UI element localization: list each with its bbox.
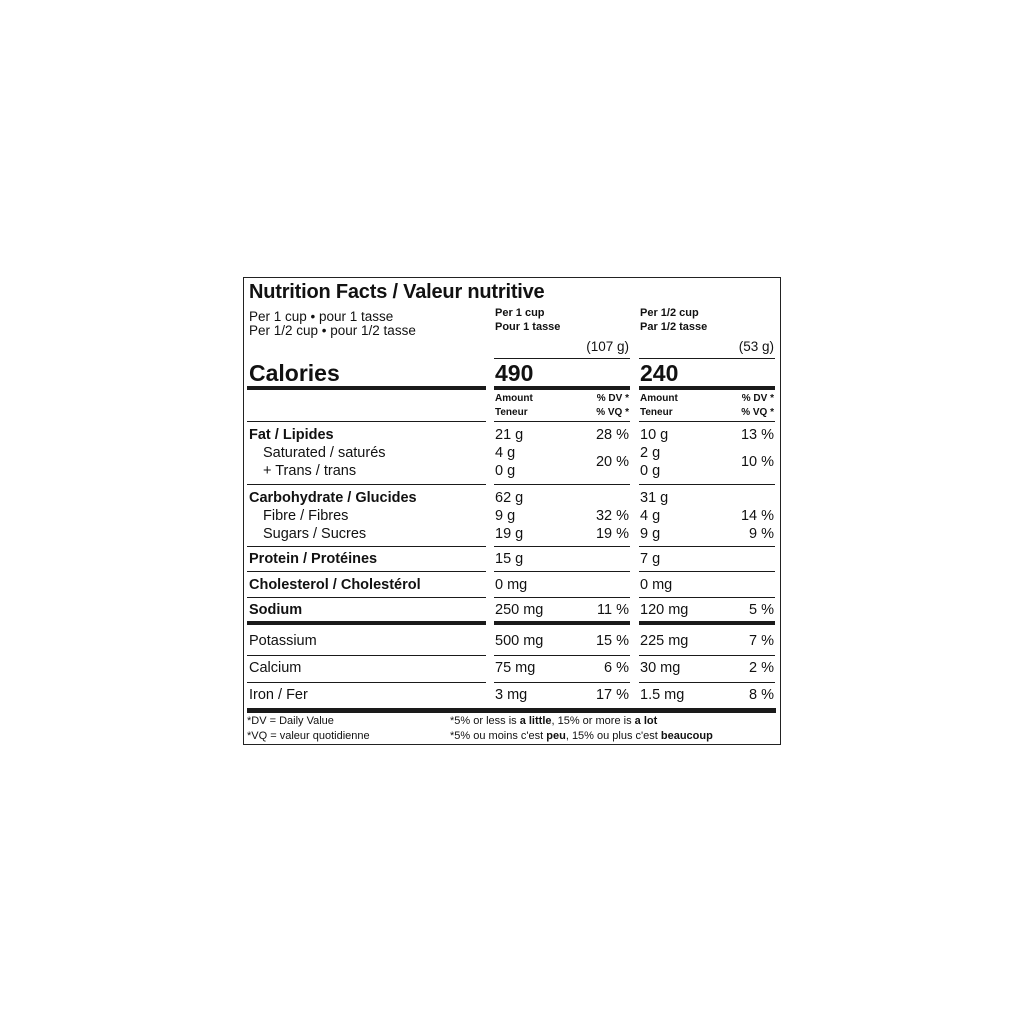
row-rule xyxy=(494,597,630,598)
row-rule xyxy=(494,655,630,656)
col1-iron-amount: 3 mg xyxy=(495,687,528,703)
col2-iron-dv: 8 % xyxy=(749,687,774,703)
row-rule xyxy=(494,682,630,683)
col1-calories: 490 xyxy=(495,360,534,386)
calories-thick-rule xyxy=(639,386,775,390)
col1-potassium-amount: 500 mg xyxy=(495,633,544,649)
footnote-fr-b: peu xyxy=(546,730,566,742)
row-rule xyxy=(639,421,775,422)
calories-thick-rule xyxy=(247,386,486,390)
nutrient-name-sodium: Sodium xyxy=(249,602,303,618)
col2-fat-dv: 13 % xyxy=(740,427,774,443)
col1-protein-amount: 15 g xyxy=(495,551,524,567)
col1-header-line2: Pour 1 tasse xyxy=(495,321,561,333)
row-rule xyxy=(639,546,775,547)
nutrient-name-iron: Iron / Fer xyxy=(249,687,308,703)
col2-cholesterol-amount: 0 mg xyxy=(640,577,673,593)
col1-sodium-dv: 11 % xyxy=(597,602,629,618)
footnote-en-b: a little xyxy=(519,715,552,727)
calories-thick-rule xyxy=(494,386,630,390)
calories-label: Calories xyxy=(249,360,340,386)
col2-fat-amount: 10 g xyxy=(640,427,669,443)
row-rule xyxy=(247,571,486,572)
col2-calcium-dv: 2 % xyxy=(749,660,774,676)
nutrient-name-fat: Fat / Lipides xyxy=(249,427,334,443)
row-rule xyxy=(494,484,630,485)
col2-dv-en: % DV * xyxy=(741,393,774,404)
serving-size-line-2: Per 1/2 cup • pour 1/2 tasse xyxy=(249,323,416,338)
footer-thick-rule xyxy=(247,708,776,713)
col2-saturated-amount: 2 g xyxy=(640,445,661,461)
serving-size-line-1: Per 1 cup • pour 1 tasse xyxy=(249,309,394,324)
col2-header-line2: Par 1/2 tasse xyxy=(640,321,708,333)
col2-potassium-dv: 7 % xyxy=(749,633,774,649)
footnote-en-a: *5% or less is xyxy=(450,715,520,727)
col2-amount-fr: Teneur xyxy=(640,407,673,418)
col1-sugars-dv: 19 % xyxy=(595,526,629,542)
col1-sodium-amount: 250 mg xyxy=(495,602,544,618)
col2-calories: 240 xyxy=(640,360,679,386)
col2-sodium-dv: 5 % xyxy=(749,602,774,618)
col2-amount-en: Amount xyxy=(640,393,678,404)
sodium-thick-rule xyxy=(494,621,630,625)
col1-fibre-amount: 9 g xyxy=(495,508,516,524)
col2-header-rule xyxy=(639,358,775,359)
row-rule xyxy=(247,546,486,547)
row-rule xyxy=(494,421,630,422)
col1-fat-amount: 21 g xyxy=(495,427,524,443)
nutrient-name-calcium: Calcium xyxy=(249,660,302,676)
col1-fat-dv: 28 % xyxy=(595,427,629,443)
col1-dv-en: % DV * xyxy=(596,393,629,404)
col1-header-line1: Per 1 cup xyxy=(495,307,545,319)
col1-potassium-dv: 15 % xyxy=(595,633,629,649)
col2-carbohydrate-amount: 31 g xyxy=(640,490,669,506)
nutrient-name-protein: Protein / Protéines xyxy=(249,551,378,567)
col1-fibre-dv: 32 % xyxy=(595,508,629,524)
col2-calcium-amount: 30 mg xyxy=(640,660,681,676)
col2-sugars-amount: 9 g xyxy=(640,526,661,542)
col2-header-line1: Per 1/2 cup xyxy=(640,307,699,319)
col1-carbohydrate-amount: 62 g xyxy=(495,490,524,506)
row-rule xyxy=(639,655,775,656)
col2-iron-amount: 1.5 mg xyxy=(640,687,685,703)
col2-sat-trans-dv: 10 % xyxy=(740,454,774,470)
nutrient-name-trans: + Trans / trans xyxy=(263,463,357,479)
col1-sugars-amount: 19 g xyxy=(495,526,524,542)
footnote-en-d: a lot xyxy=(634,715,658,727)
col1-dv-fr: % VQ * xyxy=(596,407,629,418)
row-rule xyxy=(639,571,775,572)
col1-amount-en: Amount xyxy=(495,393,533,404)
row-rule xyxy=(639,597,775,598)
footnote-fr-c: , 15% ou plus c'est xyxy=(565,730,661,742)
nutrient-name-saturated: Saturated / saturés xyxy=(263,445,386,461)
footnote-scale-fr xyxy=(450,731,713,742)
footnote-scale-en xyxy=(450,716,657,727)
col2-fibre-amount: 4 g xyxy=(640,508,661,524)
col1-calcium-dv: 6 % xyxy=(604,660,629,676)
footnote-fr-a: *5% ou moins c'est xyxy=(450,730,547,742)
sodium-thick-rule xyxy=(639,621,775,625)
col1-iron-dv: 17 % xyxy=(595,687,629,703)
col1-cholesterol-amount: 0 mg xyxy=(495,577,528,593)
col1-calcium-amount: 75 mg xyxy=(495,660,536,676)
footnote-fr-d: beaucoup xyxy=(660,730,713,742)
sodium-thick-rule xyxy=(247,621,486,625)
label-title: Nutrition Facts / Valeur nutritive xyxy=(249,281,545,303)
nutrient-name-cholesterol: Cholesterol / Cholestérol xyxy=(249,577,421,593)
col2-fibre-dv: 14 % xyxy=(740,508,774,524)
nutrition-facts-table xyxy=(243,277,781,745)
col2-sugars-dv: 9 % xyxy=(749,526,774,542)
col1-weight: (107 g) xyxy=(586,339,629,354)
col2-potassium-amount: 225 mg xyxy=(640,633,689,649)
col1-trans-amount: 0 g xyxy=(495,463,516,479)
footnote-vq: *VQ = valeur quotidienne xyxy=(247,730,370,742)
col1-header-rule xyxy=(494,358,630,359)
row-rule xyxy=(494,571,630,572)
col2-protein-amount: 7 g xyxy=(640,551,661,567)
col1-amount-fr: Teneur xyxy=(495,407,528,418)
nutrient-name-carbohydrate: Carbohydrate / Glucides xyxy=(249,490,417,506)
col1-sat-trans-dv: 20 % xyxy=(595,454,629,470)
nutrient-name-sugars: Sugars / Sucres xyxy=(263,526,367,542)
footnote-en-c: , 15% or more is xyxy=(551,715,635,727)
row-rule xyxy=(494,546,630,547)
row-rule xyxy=(639,484,775,485)
footnote-dv: *DV = Daily Value xyxy=(247,715,334,727)
nutrient-name-potassium: Potassium xyxy=(249,633,317,649)
col1-saturated-amount: 4 g xyxy=(495,445,516,461)
col2-trans-amount: 0 g xyxy=(640,463,661,479)
row-rule xyxy=(247,484,486,485)
row-rule xyxy=(247,682,486,683)
row-rule xyxy=(639,682,775,683)
row-rule xyxy=(247,655,486,656)
col2-dv-fr: % VQ * xyxy=(741,407,774,418)
col2-sodium-amount: 120 mg xyxy=(640,602,689,618)
col2-weight: (53 g) xyxy=(738,339,774,354)
nutrient-name-fibre: Fibre / Fibres xyxy=(263,508,349,524)
row-rule xyxy=(247,597,486,598)
row-rule xyxy=(247,421,486,422)
